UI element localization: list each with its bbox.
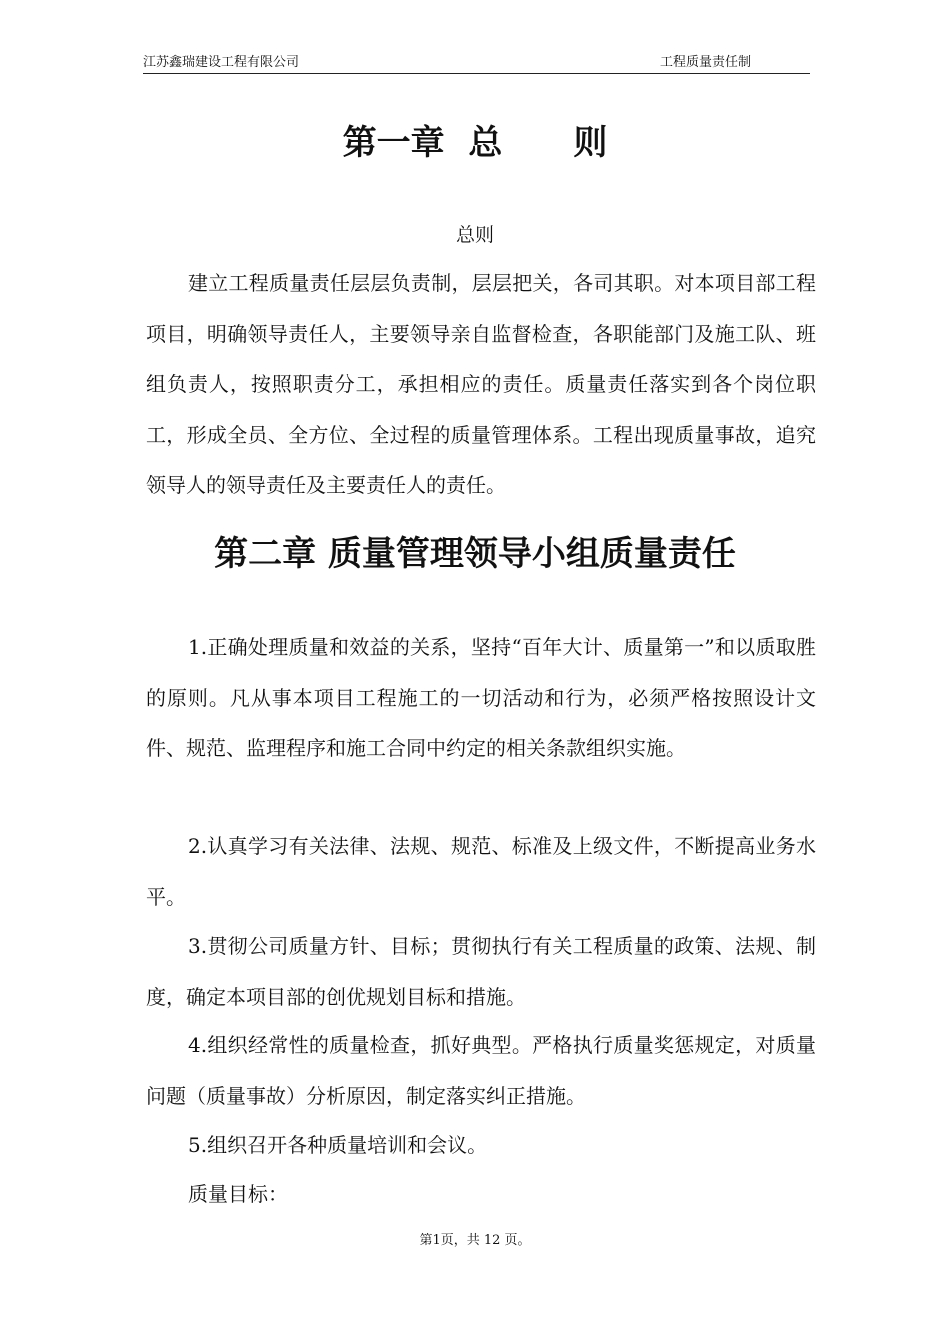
page-header <box>143 54 810 74</box>
chapter-1-title: 第一章 总 则 <box>342 123 608 163</box>
header-company-name: 江苏鑫瑞建设工程有限公司 <box>143 55 300 70</box>
chapter-2-item-3: 3.贯彻公司质量方针、目标；贯彻执行有关工程质量的政策、法规、制度，确定本项目部的创优规划目标和措施。 <box>146 934 816 1009</box>
chapter-2-item-2: 2.认真学习有关法律、法规、规范、标准及上级文件，不断提高业务水平。 <box>146 834 816 909</box>
header-document-title: 工程质量责任制 <box>660 55 752 70</box>
chapter-2-title: 第二章 质量管理领导小组质量责任 <box>214 534 736 574</box>
chapter-1-subtitle: 总则 <box>455 224 494 246</box>
page-footer: 第1页，共 12 页。 <box>419 1233 531 1248</box>
chapter-2-item-1: 1.正确处理质量和效益的关系，坚持“百年大计、质量第一”和以质取胜的原则。凡从事本项目工程施工的一切活动和行为，必须严格按照设计文件、规范、监理程序和施工合同中约定的相关条款组织实施。 <box>146 635 816 760</box>
header-rule <box>143 73 810 74</box>
chapter-1-paragraph: 建立工程质量责任层层负责制，层层把关，各司其职。对本项目部工程项目，明确领导责任人，主要领导亲自监督检查，各职能部门及施工队、班组负责人，按照职责分工，承担相应的责任。质量责任落实到各个岗位职工，形成全员、全方位、全过程的质量管理体系。工程出现质量事故，追究领导人的领导责任及主要责任人的责任。 <box>146 271 816 497</box>
chapter-2-item-4: 4.组织经常性的质量检查，抓好典型。严格执行质量奖惩规定，对质量问题（质量事故）分析原因，制定落实纠正措施。 <box>146 1033 816 1108</box>
quality-goal-label: 质量目标： <box>188 1182 288 1206</box>
chapter-2-item-5: 5.组织召开各种质量培训和会议。 <box>188 1133 488 1157</box>
